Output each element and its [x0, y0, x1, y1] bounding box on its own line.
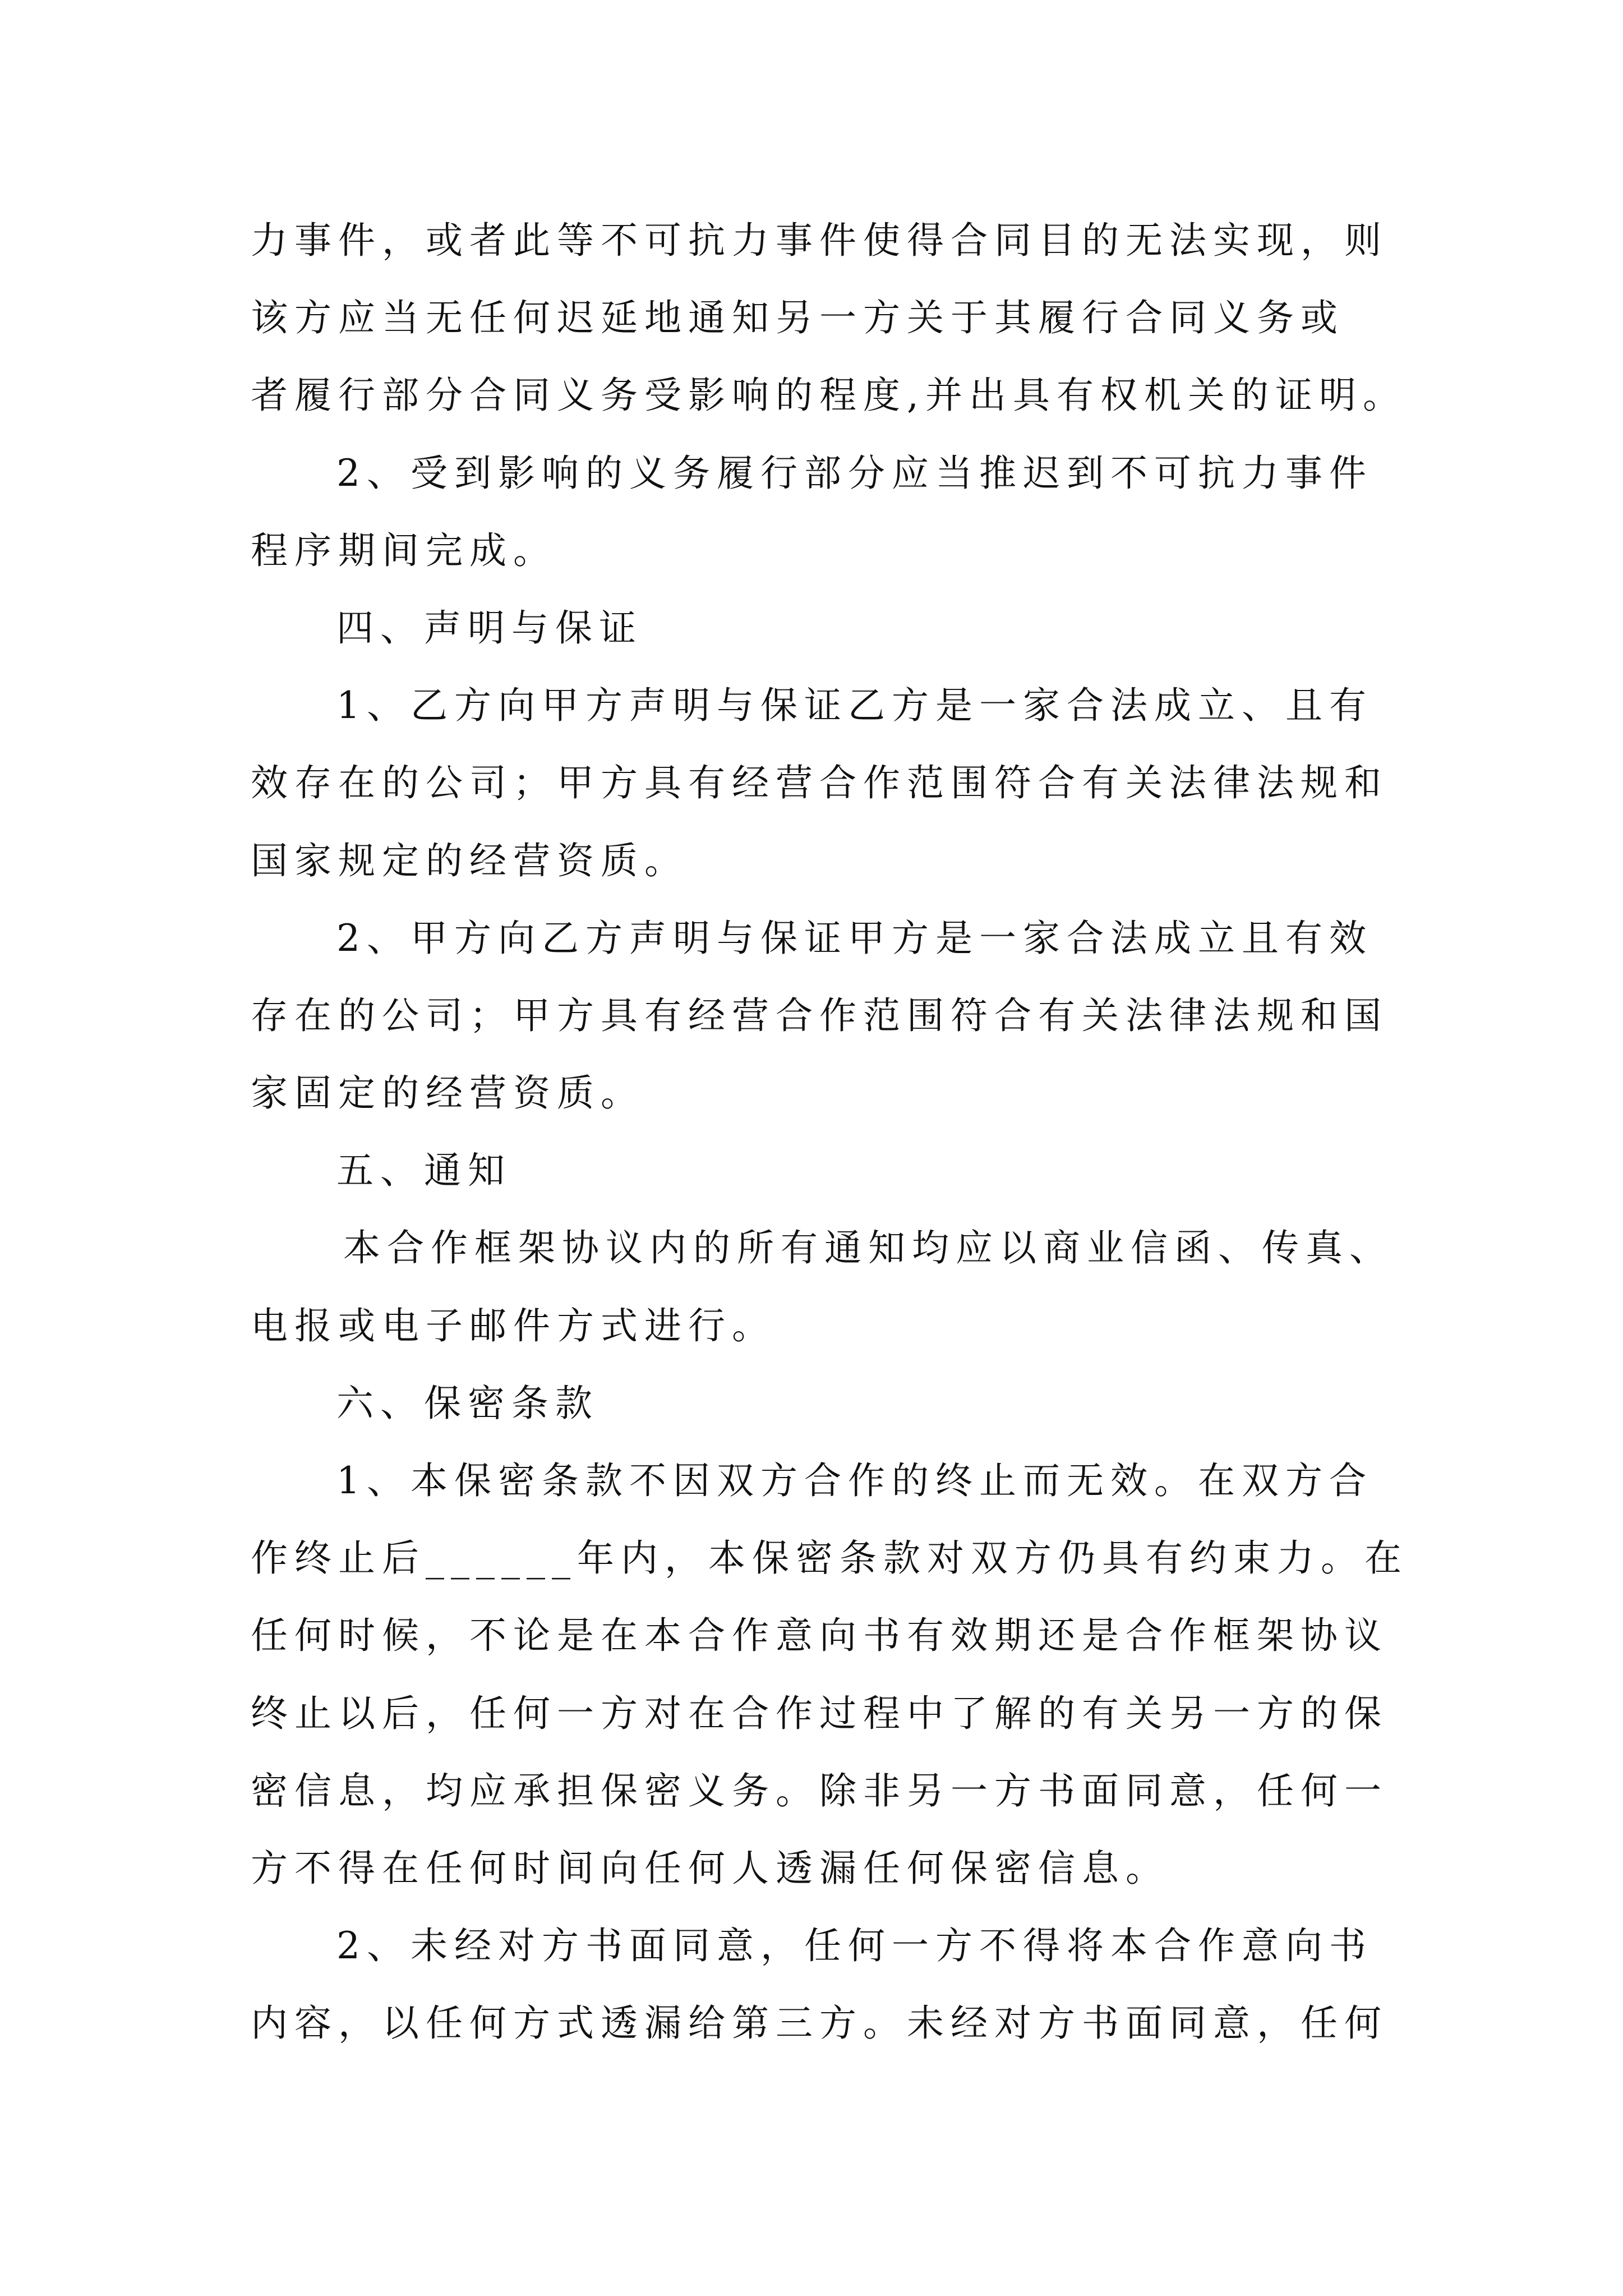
paragraph-line: 方不得在任何时间向任何人透漏任何保密信息。 — [251, 1846, 1169, 1890]
paragraph-line: 程序期间完成。 — [251, 528, 557, 572]
paragraph-line: 效存在的公司；甲方具有经营合作范围符合有关法律法规和 — [251, 761, 1388, 805]
document-body — [251, 202, 1541, 2063]
clause-item-line: 2、受到影响的义务履行部分应当推迟到不可抗力事件 — [336, 451, 1373, 495]
paragraph-line: 电报或电子邮件方式进行。 — [251, 1304, 776, 1347]
clause-item-line: 1、本保密条款不因双方合作的终止而无效。在双方合 — [336, 1459, 1373, 1502]
paragraph-line: 存在的公司；甲方具有经营合作范围符合有关法律法规和国 — [251, 993, 1388, 1037]
section-heading-notice: 五、通知 — [336, 1149, 511, 1193]
paragraph-line: 力事件，或者此等不可抗力事件使得合同目的无法实现，则 — [251, 219, 1388, 262]
section-heading-confidentiality: 六、保密条款 — [336, 1381, 599, 1425]
paragraph-line: 终止以后，任何一方对在合作过程中了解的有关另一方的保 — [251, 1691, 1388, 1735]
paragraph-line: 任何时候，不论是在本合作意向书有效期还是合作框架协议 — [251, 1614, 1388, 1658]
paragraph-line: 密信息，均应承担保密义务。除非另一方书面同意，任何一 — [251, 1769, 1388, 1812]
clause-item-line: 1、乙方向甲方声明与保证乙方是一家合法成立、且有 — [336, 684, 1373, 728]
paragraph-line: 国家规定的经营资质。 — [251, 839, 688, 882]
clause-item-line: 2、甲方向乙方声明与保证甲方是一家合法成立且有效 — [336, 916, 1373, 960]
paragraph-line-with-blank: 作终止后______年内，本保密条款对双方仍具有约束力。在 — [251, 1536, 1408, 1580]
paragraph-line: 内容，以任何方式透漏给第三方。未经对方书面同意，任何 — [251, 2001, 1388, 2045]
paragraph-line: 者履行部分合同义务受影响的程度,并出具有权机关的证明。 — [251, 374, 1407, 417]
paragraph-line: 家固定的经营资质。 — [251, 1071, 644, 1115]
paragraph-line: 该方应当无任何迟延地通知另一方关于其履行合同义务或 — [251, 296, 1344, 340]
paragraph-line: 本合作框架协议内的所有通知均应以商业信函、传真、 — [343, 1226, 1393, 1270]
section-heading-declarations: 四、声明与保证 — [336, 606, 643, 650]
clause-item-line: 2、未经对方书面同意，任何一方不得将本合作意向书 — [336, 1924, 1373, 1968]
